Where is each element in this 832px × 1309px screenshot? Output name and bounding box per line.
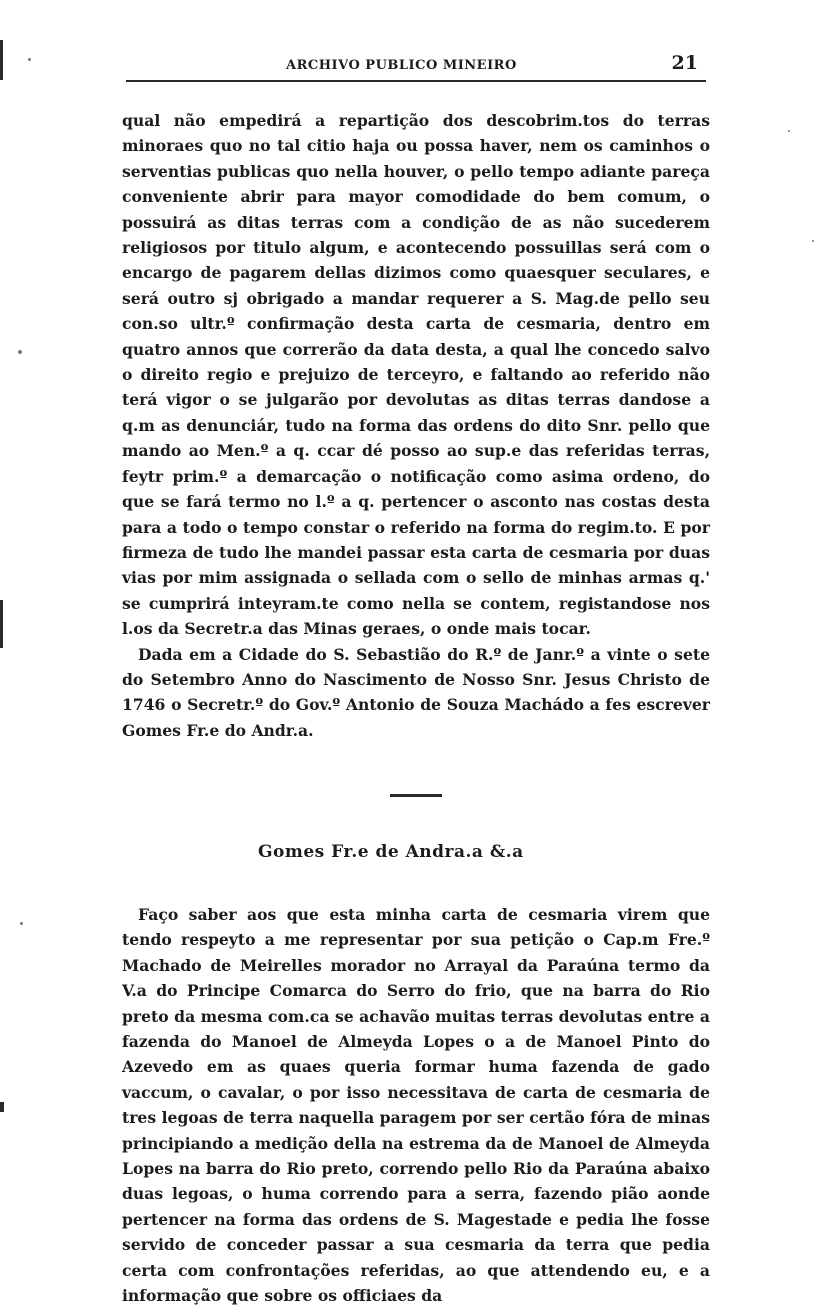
page-number: 21 — [671, 52, 698, 74]
section-text — [122, 902, 710, 1309]
left-edge-mark — [0, 40, 3, 80]
section-paragraph: Faço saber aos que esta minha carta de cesmaria virem que tendo respeyto a me representar por sua petição o Cap.m Fre.º Machado de Meirelles morador no Arrayal da Paraúna termo da V.a do Principe Comarca do Serro do frio, que na barra do Rio preto da mesma com.ca se achavão muitas terras devolutas entre a fazenda do Manoel de Almeyda Lopes o a de Manoel Pinto do Azevedo em as quaes queria formar huma fazenda de gado vaccum, o cavalar, o por isso necessitava de carta de cesmaria de tres legoas de terra naquella paragem por ser certão fóra de minas principiando a medição della na estrema da de Manoel de Almeyda Lopes na barra do Rio preto, correndo pello Rio da Paraúna abaixo duas legoas, o huma correndo para a serra, fazendo pião aonde pertencer na forma das ordens de S. Magestade e pedia lhe fosse servido de conceder passar a sua cesmaria da terra que pedia certa com confrontações referidas, ao que attendendo eu, e a informação que sobre os officiaes da — [122, 905, 710, 1306]
section-divider — [390, 794, 442, 797]
left-edge-mark — [0, 1102, 4, 1112]
continued-text — [122, 108, 710, 743]
page-speck — [812, 240, 814, 242]
left-edge-mark — [0, 600, 3, 648]
running-header — [126, 52, 706, 82]
running-header-title: ARCHIVO PUBLICO MINEIRO — [286, 58, 517, 73]
body-paragraph-dating: Dada em a Cidade do S. Sebastião do R.º de Janr.º a vinte o sete do Setembro Anno do Nascimento de Nosso Snr. Jesus Christo de 1746 o Secretr.º do Gov.º Antonio de Souza Machádo a fes escrever Gomes Fr.e do Andr.a. — [122, 644, 710, 740]
page-speck — [788, 130, 790, 132]
body-paragraph: qual não empedirá a repartição dos descobrim.tos do terras minoraes quo no tal citio haja ou possa haver, nem os caminhos o serventias publicas quo nella houver, o pello tempo adiante pareça conveniente abrir para mayor comodidade do bem comum, o possuirá as ditas terras com a condição de as não sucederem religiosos por titulo algum, e acontecendo possuillas será com o encargo de pagarem dellas dizimos como quaesquer seculares, e será outro sj obrigado a mandar requerer a S. Mag.de pello seu con.so ultr.º confirmação desta carta de cesmaria, dentro em quatro annos que correrão da data desta, a qual lhe concedo salvo o direito regio e prejuizo de terceyro, e faltando ao referido não terá vigor o se julgarão por devolutas as ditas terras dandose a q.m as denunciár, tudo na forma das ordens do dito Snr. pello que mando ao Men.º a q. ccar dé posso ao sup.e das referidas terras, feytr prim.º a demarcação o notificação como asima ordeno, do que se fará termo no l.º a q. pertencer o asconto nas costas desta para a todo o tempo constar o referido na forma do regim.to. E por firmeza de tudo lhe mandei passar esta carta de cesmaria por duas vias por mim assignada o sellada com o sello de minhas armas q.' se cumprirá inteyram.te como nella se contem, registandose nos l.os da Secretr.a das Minas geraes, o onde mais tocar. — [122, 111, 710, 639]
header-rule — [126, 80, 706, 82]
page-speck — [20, 922, 23, 925]
page-speck — [18, 350, 22, 354]
section-heading: Gomes Fr.e de Andra.a &.a — [258, 842, 524, 862]
page-speck — [28, 58, 31, 61]
